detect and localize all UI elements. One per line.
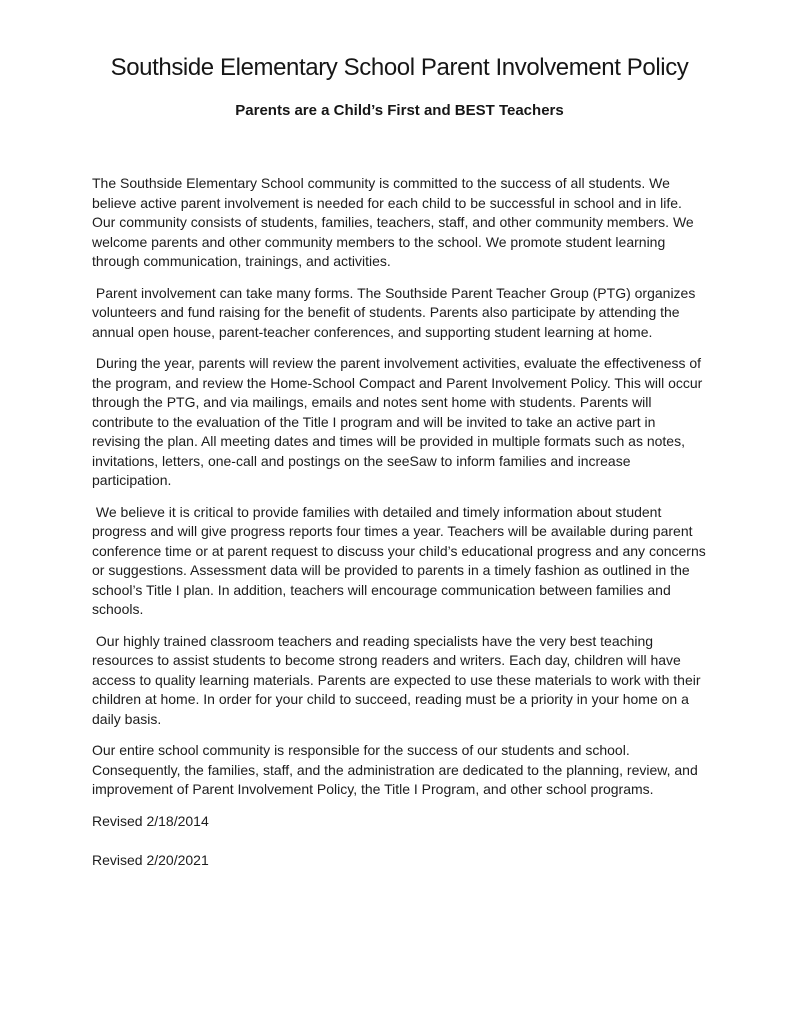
paragraph: Our entire school community is responsible for the success of our students and school. Consequently, the families, staff, and the administration are dedicated to the planning, review, and improvement of Parent Involvement Policy, the Title I Program, and other school programs.: [92, 742, 702, 797]
paragraph: We believe it is critical to provide families with detailed and timely information about student progress and will give progress reports four times a year. Teachers will be available during parent conference time or at parent request to discuss your child’s educational progress and any concerns or suggestions. Assessment data will be provided to parents in a timely fashion as outlined in the school’s Title I plan. In addition, teachers will encourage communication between families and schools.: [92, 503, 710, 617]
revision-line: Revised 2/20/2021: [92, 852, 209, 868]
document-subtitle: Parents are a Child’s First and BEST Teachers: [235, 102, 564, 119]
document-title: Southside Elementary School Parent Involvement Policy: [110, 54, 689, 81]
paragraph: The Southside Elementary School community is committed to the success of all students. We believe active parent involvement is needed for each child to be successful in school and in life. Our community consists of students, families, teachers, staff, and other community members. We welcome parents and other community members to the school. We promote student learning through communication, trainings, and activities.: [92, 175, 698, 269]
revision-line: Revised 2/18/2014: [92, 812, 209, 829]
document-body: [92, 174, 710, 800]
paragraph: Our highly trained classroom teachers and reading specialists have the very best teaching resources to assist students to become strong readers and writers. Each day, children will have access to quality learning materials. Parents are expected to use these materials to work with their children at home. In order for your child to succeed, reading must be a priority in your home on a daily basis.: [92, 632, 705, 727]
paragraph: During the year, parents will review the parent involvement activities, evaluate the effectiveness of the program, and review the Home-School Compact and Parent Involvement Policy. This will occur through the PTG, and via mailings, emails and notes sent home with students. Parents will contribute to the evaluation of the Title I program and will be invited to take an active part in revising the plan. All meeting dates and times will be provided in multiple formats such as notes, invitations, letters, one-call and postings on the seeSaw to inform families and increase participation.: [92, 355, 707, 488]
paragraph: Parent involvement can take many forms. The Southside Parent Teacher Group (PTG) organizes volunteers and fund raising for the benefit of students. Parents also participate by attending the annual open house, parent-teacher conferences, and supporting student learning at home.: [92, 284, 700, 340]
revision-history: [92, 812, 707, 871]
